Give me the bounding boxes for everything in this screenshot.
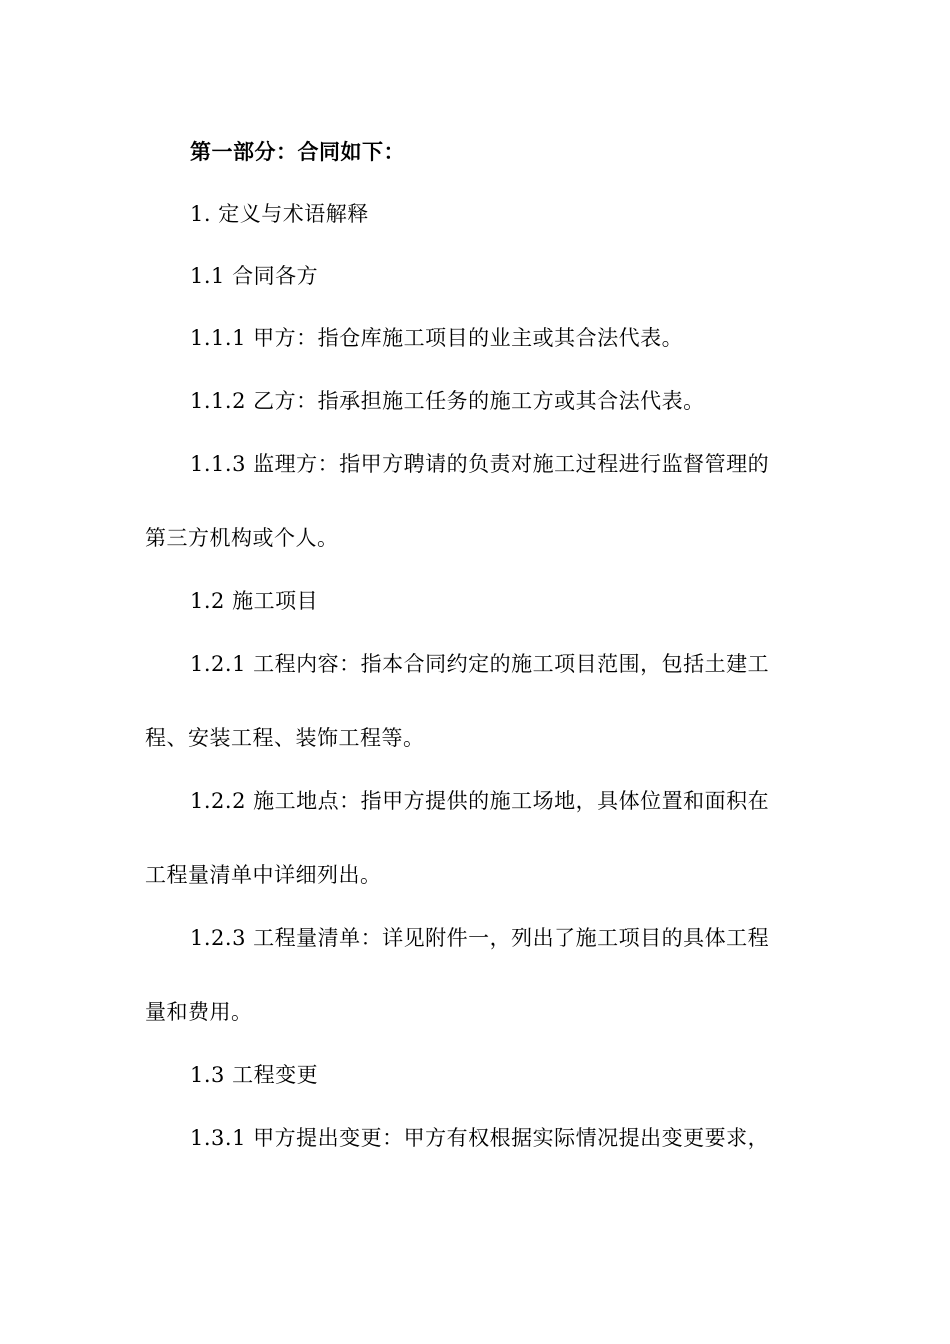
clause-1-1-2: 1.1.2 乙方：指承担施工任务的施工方或其合法代表。 [190,389,705,413]
clause-1-2-1-continued: 程、安装工程、装饰工程等。 [145,726,425,750]
clause-1-1-3: 1.1.3 监理方：指甲方聘请的负责对施工过程进行监督管理的 [190,452,770,476]
clause-heading-1-2: 1.2 施工项目 [190,589,319,613]
clause-1-1-3-continued: 第三方机构或个人。 [145,526,339,550]
clause-1-3-1: 1.3.1 甲方提出变更：甲方有权根据实际情况提出变更要求， [190,1126,770,1150]
clause-heading-1-1: 1.1 合同各方 [190,264,319,288]
section-heading: 第一部分：合同如下： [190,140,405,164]
clause-1-2-2: 1.2.2 施工地点：指甲方提供的施工场地，具体位置和面积在 [190,789,770,813]
clause-1-2-3-continued: 量和费用。 [145,1000,253,1024]
clause-1-1-1: 1.1.1 甲方：指仓库施工项目的业主或其合法代表。 [190,326,684,350]
clause-1-2-2-continued: 工程量清单中详细列出。 [145,863,382,887]
clause-1-2-3: 1.2.3 工程量清单：详见附件一，列出了施工项目的具体工程 [190,926,770,950]
clause-heading-1-3: 1.3 工程变更 [190,1063,319,1087]
clause-heading-1: 1. 定义与术语解释 [190,202,369,226]
clause-1-2-1: 1.2.1 工程内容：指本合同约定的施工项目范围，包括土建工 [190,652,770,676]
